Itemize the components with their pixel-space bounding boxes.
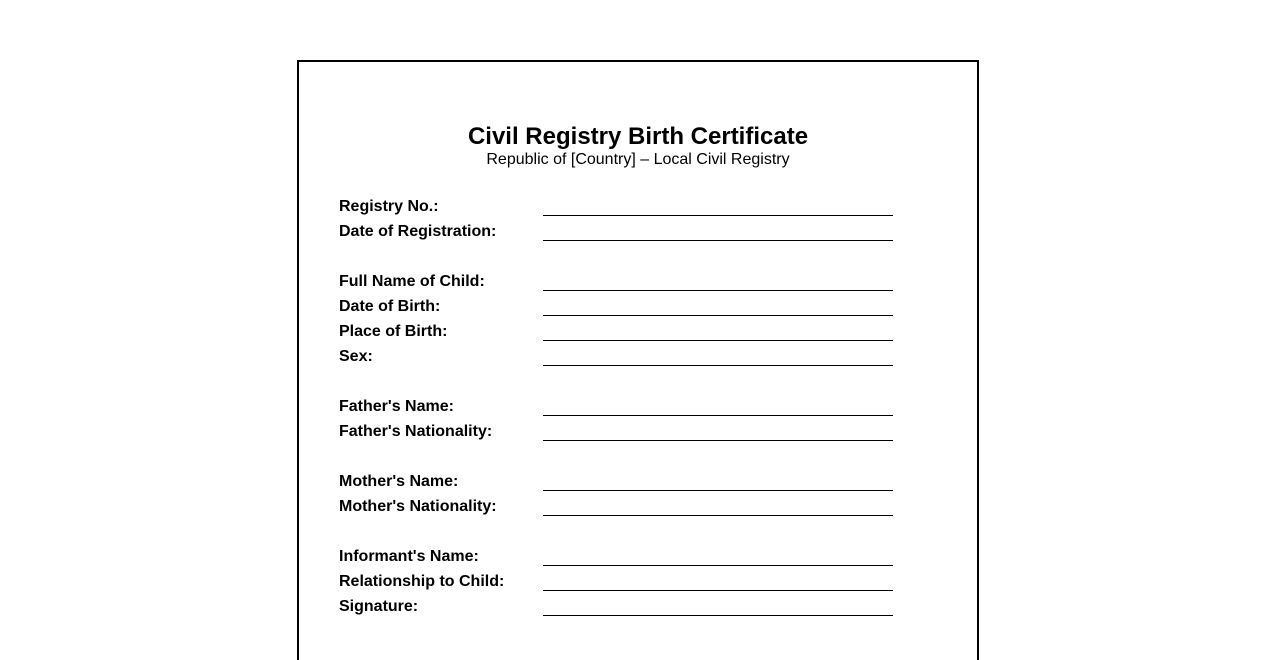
blank-line <box>543 315 893 316</box>
field-signature <box>339 595 895 620</box>
field-place-of-birth <box>339 320 895 345</box>
blank-line <box>543 365 893 366</box>
field-label: Mother's Name: <box>339 473 459 490</box>
blank-line <box>543 290 893 291</box>
field-sex <box>339 345 895 370</box>
field-label: Father's Nationality: <box>339 423 493 440</box>
blank-line <box>543 490 893 491</box>
blank-line <box>543 515 893 516</box>
certificate-subtitle: Republic of [Country] – Local Civil Registry <box>486 151 790 168</box>
blank-line <box>543 240 893 241</box>
field-label: Father's Name: <box>339 398 454 415</box>
certificate-title: Civil Registry Birth Certificate <box>467 123 809 150</box>
field-fathers-nationality <box>339 420 895 445</box>
blank-line <box>543 615 893 616</box>
field-label: Sex: <box>339 348 373 365</box>
field-label: Mother's Nationality: <box>339 498 497 515</box>
field-label: Place of Birth: <box>339 323 448 340</box>
blank-line <box>543 440 893 441</box>
field-label: Date of Birth: <box>339 298 441 315</box>
field-full-name-of-child <box>339 270 895 295</box>
blank-line <box>543 415 893 416</box>
field-label: Date of Registration: <box>339 223 497 240</box>
certificate-page <box>297 60 979 660</box>
blank-line <box>543 215 893 216</box>
field-date-of-registration <box>339 220 895 245</box>
blank-line <box>543 340 893 341</box>
field-label: Informant's Name: <box>339 548 479 565</box>
field-mothers-nationality <box>339 495 895 520</box>
field-fathers-name <box>339 395 895 420</box>
blank-line <box>543 590 893 591</box>
field-label: Full Name of Child: <box>339 273 485 290</box>
field-label: Signature: <box>339 598 419 615</box>
field-mothers-name <box>339 470 895 495</box>
field-label: Relationship to Child: <box>339 573 505 590</box>
field-informants-name <box>339 545 895 570</box>
field-relationship-to-child <box>339 570 895 595</box>
field-label: Registry No.: <box>339 198 439 215</box>
field-date-of-birth <box>339 295 895 320</box>
field-registry-no <box>339 195 895 220</box>
blank-line <box>543 565 893 566</box>
